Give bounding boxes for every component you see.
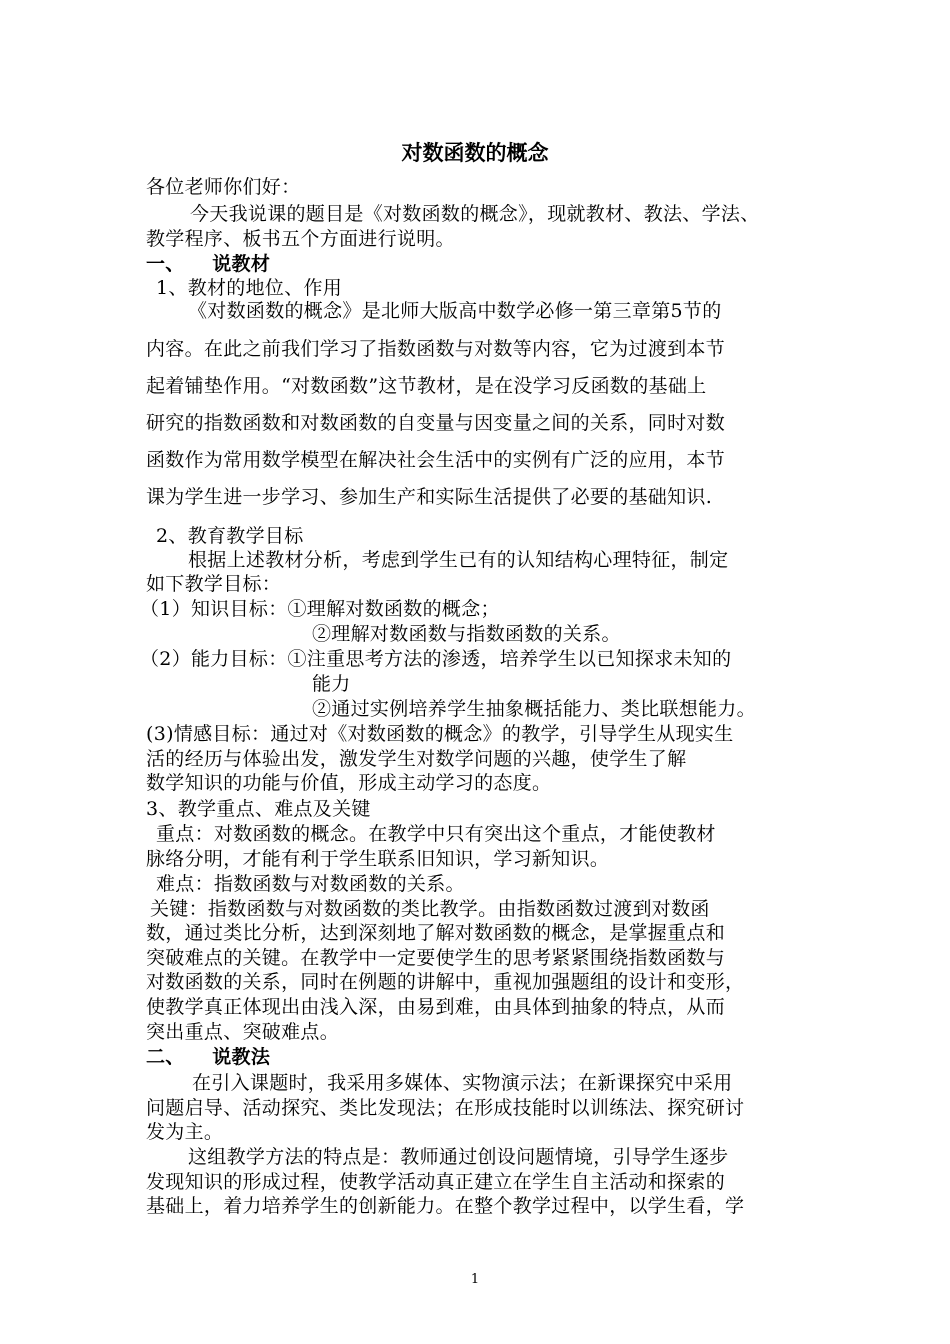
goal-line: （2）能力目标：①注重思考方法的渗透，培养学生以已知探求未知的 [140, 648, 732, 670]
goal-line: (3)情感目标：通过对《对数函数的概念》的教学，引导学生从现实生 [146, 723, 734, 745]
paragraph-line: 关键：指数函数与对数函数的类比教学。由指数函数过渡到对数函 [150, 898, 710, 920]
paragraph-line: 起着铺垫作用。“对数函数”这节教材，是在没学习反函数的基础上 [146, 375, 707, 397]
paragraph-line: 课为学生进一步学习、参加生产和实际生活提供了必要的基础知识. [146, 486, 713, 508]
goal-line: ②通过实例培养学生抽象概括能力、类比联想能力。 [312, 698, 756, 720]
subsection-heading: 3、教学重点、难点及关键 [146, 798, 371, 820]
subsection-heading: 2、教育教学目标 [156, 525, 304, 547]
paragraph-line: 问题启导、活动探究、类比发现法；在形成技能时以训练法、探究研讨 [146, 1097, 745, 1119]
paragraph-line: 在引入课题时，我采用多媒体、实物演示法；在新课探究中采用 [192, 1072, 733, 1094]
paragraph-line: 数，通过类比分析，达到深刻地了解对数函数的概念，是掌握重点和 [146, 922, 726, 944]
goal-line: 数学知识的功能与价值，形成主动学习的态度。 [146, 772, 552, 794]
greeting: 各位老师你们好： [146, 176, 301, 198]
intro-line: 教学程序、板书五个方面进行说明。 [146, 228, 455, 250]
page-number: 1 [470, 1272, 480, 1287]
paragraph-line: 函数作为常用数学模型在解决社会生活中的实例有广泛的应用，本节 [146, 449, 726, 471]
paragraph-line: 使教学真正体现出由浅入深，由易到难，由具体到抽象的特点，从而 [146, 996, 726, 1018]
paragraph-line: 难点：指数函数与对数函数的关系。 [156, 873, 465, 895]
section-heading-teaching-method: 二、 说教法 [146, 1046, 271, 1068]
paragraph-line: 重点：对数函数的概念。在教学中只有突出这个重点，才能使教材 [156, 823, 716, 845]
paragraph-line: 内容。在此之前我们学习了指数函数与对数等内容，它为过渡到本节 [146, 338, 726, 360]
paragraph-line: 突出重点、突破难点。 [146, 1021, 340, 1043]
subsection-heading: 1、教材的地位、作用 [156, 277, 343, 299]
goal-line: 能力 [312, 673, 351, 695]
intro-line: 今天我说课的题目是《对数函数的概念》，现就教材、教法、学法、 [190, 203, 760, 225]
paragraph-line: 发为主。 [146, 1121, 224, 1143]
paragraph-line: 研究的指数函数和对数函数的自变量与因变量之间的关系，同时对数 [146, 412, 726, 434]
paragraph-line: 根据上述教材分析，考虑到学生已有的认知结构心理特征，制定 [188, 549, 729, 571]
section-heading-textbook: 一、 说教材 [146, 253, 271, 275]
paragraph-line: 对数函数的关系，同时在例题的讲解中，重视加强题组的设计和变形， [146, 971, 745, 993]
paragraph-line: 脉络分明，才能有利于学生联系旧知识，学习新知识。 [146, 848, 610, 870]
paragraph-line: 如下教学目标： [146, 573, 282, 595]
paragraph-line: 基础上，着力培养学生的创新能力。在整个教学过程中，以学生看，学 [146, 1195, 745, 1217]
paragraph-line: 这组教学方法的特点是：教师通过创设问题情境，引导学生逐步 [188, 1146, 729, 1168]
goal-line: 活的经历与体验出发，激发学生对数学问题的兴趣，使学生了解 [146, 748, 687, 770]
paragraph-line: 突破难点的关键。在教学中一定要使学生的思考紧紧围绕指数函数与 [146, 947, 726, 969]
goal-line: ②理解对数函数与指数函数的关系。 [312, 623, 621, 645]
paragraph-line: 《对数函数的概念》是北师大版高中数学必修一第三章第5节的 [188, 300, 722, 322]
paragraph-line: 发现知识的形成过程，使教学活动真正建立在学生自主活动和探索的 [146, 1171, 726, 1193]
goal-line: （1）知识目标：①理解对数函数的概念； [140, 598, 500, 620]
document-title: 对数函数的概念 [401, 141, 549, 165]
